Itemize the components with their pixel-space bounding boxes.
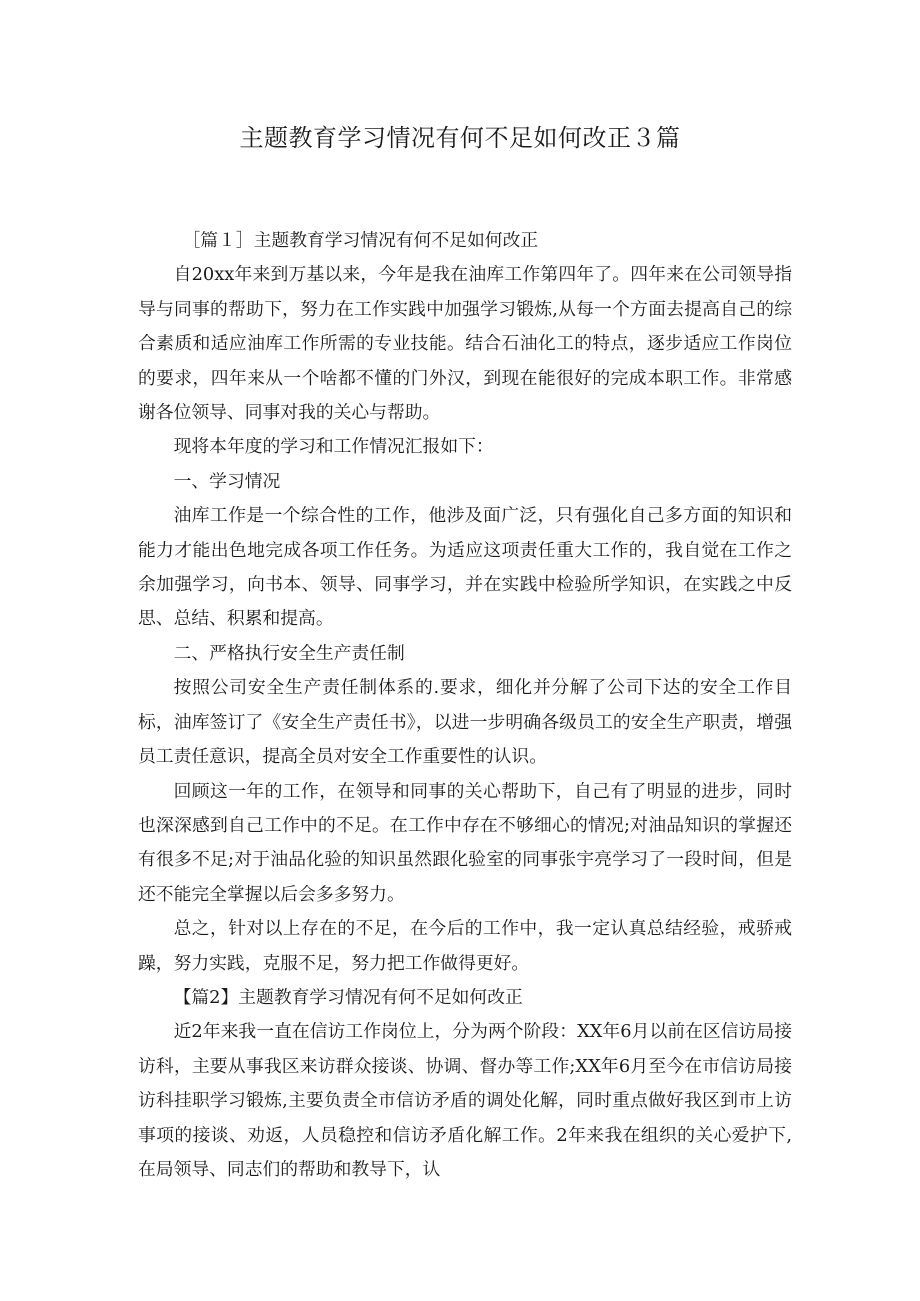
paragraph: 现将本年度的学习和工作情况汇报如下： (173, 436, 494, 458)
section-heading-2: 【篇2】主题教育学习情况有何不足如何改正 (173, 986, 523, 1008)
paragraph: 总之，针对以上存在的不足，在今后的工作中，我一定认真总结经验，戒骄戒躁，努力实践，克服不足，努力把工作做得更好。 (138, 918, 792, 974)
paragraph: 自20xx年来到万基以来，今年是我在油库工作第四年了。四年来在公司领导指导与同事的帮助下，努力在工作实践中加强学习锻炼,从每一个方面去提高自己的综合素质和适应油库工作所需的专业技能。结合石油化工的特点，逐步适应工作岗位的要求，四年来从一个啥都不懂的门外汉，到现在能很好的完成本职工作。非常感谢各位领导、同事对我的关心与帮助。 (138, 264, 792, 424)
paragraph: 回顾这一年的工作，在领导和同事的关心帮助下，自己有了明显的进步，同时也深深感到自己工作中的不足。在工作中存在不够细心的情况;对油品知识的掌握还有很多不足;对于油品化验的知识虽然跟化验室的同事张宇亮学习了一段时间，但是还不能完全掌握以后会多多努力。 (138, 780, 792, 905)
subheading-safety: 二、严格执行安全生产责任制 (173, 642, 405, 664)
subheading-study: 一、学习情况 (173, 470, 281, 492)
paragraph: 油库工作是一个综合性的工作，他涉及面广泛，只有强化自己多方面的知识和能力才能出色地完成各项工作任务。为适应这项责任重大工作的，我自觉在工作之余加强学习，向书本、领导、同事学习，并在实践中检验所学知识，在实践之中反思、总结、积累和提高。 (138, 505, 792, 630)
paragraph: 近2年来我一直在信访工作岗位上，分为两个阶段：XX年6月以前在区信访局接访科，主要从事我区来访群众接谈、协调、督办等工作;XX年6月至今在市信访局接访科挂职学习锻炼,主要负责全市信访矛盾的调处化解，同时重点做好我区到市上访事项的接谈、劝返，人员稳控和信访矛盾化解工作。2年来我在组织的关心爱护下,在局领导、同志们的帮助和教导下，认 (138, 1021, 792, 1180)
paragraph: 按照公司安全生产责任制体系的.要求，细化并分解了公司下达的安全工作目标，油库签订了《安全生产责任书》，以进一步明确各级员工的安全生产职责，增强员工责任意识，提高全员对安全工作重要性的认识。 (138, 677, 792, 768)
document-body (138, 224, 792, 1187)
document-title: 主题教育学习情况有何不足如何改正３篇 (239, 124, 681, 152)
section-heading-1: ［篇１］主题教育学习情况有何不足如何改正 (182, 230, 539, 251)
